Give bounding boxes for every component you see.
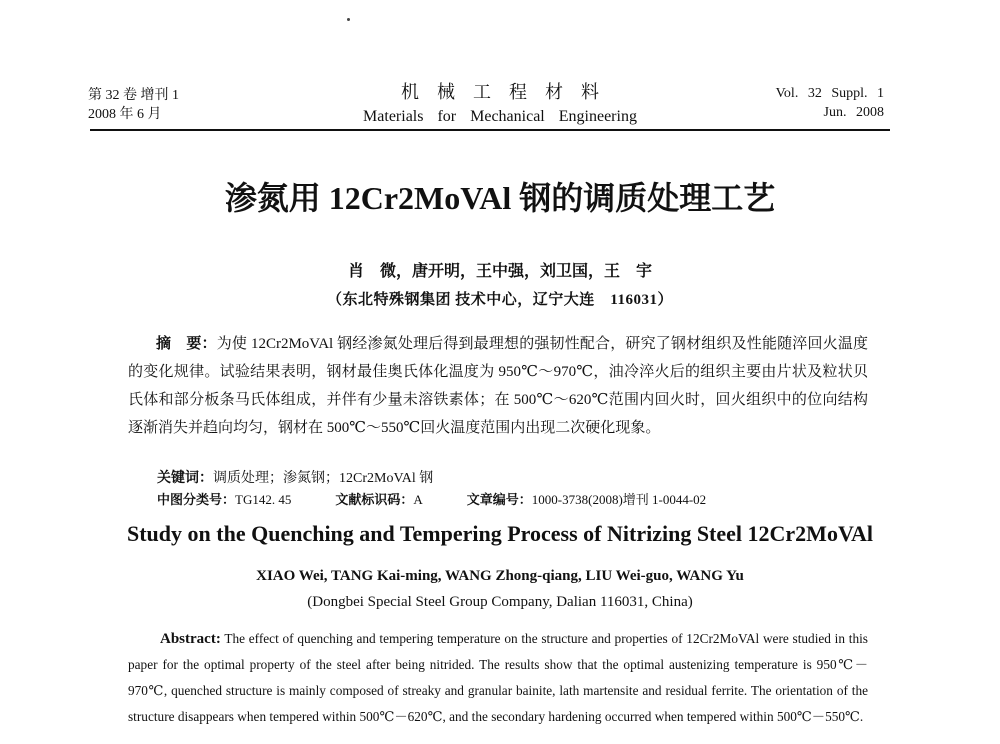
classification-line: [157, 489, 706, 508]
journal-title-en: Materials for Mechanical Engineering: [363, 108, 637, 125]
abstract-en: [128, 626, 868, 730]
header-right: [744, 84, 884, 122]
doc-code-label: 文献标识码：: [335, 492, 414, 507]
abstract-cn: [128, 330, 868, 442]
doc-code-value: A: [413, 492, 423, 507]
publish-date: 2008 年 6 月: [88, 107, 162, 122]
article-number-value: 1000-3738(2008)增刊 1-0044-02: [531, 492, 707, 507]
clc-value: TG142. 45: [235, 492, 292, 507]
keywords-cn: [157, 467, 433, 487]
clc-group: [157, 489, 291, 508]
clc-label: 中图分类号：: [157, 492, 236, 507]
paper-title-cn: 渗氮用 12Cr2MoVAl 钢的调质处理工艺: [224, 180, 776, 216]
doc-code-group: [335, 489, 422, 508]
authors-cn: 肖 微，唐开明，王中强，刘卫国，王 宇: [347, 263, 652, 280]
abstract-en-label: Abstract:: [160, 631, 221, 647]
volume-en: Vol. 32 Suppl. 1: [775, 86, 884, 101]
article-number-group: [467, 492, 706, 507]
affiliation-en: (Dongbei Special Steel Group Company, Dalian 116031, China): [307, 594, 693, 610]
abstract-cn-label: 摘 要：: [156, 336, 217, 352]
header-rule: [90, 129, 890, 131]
paper-title-en: Study on the Quenching and Tempering Process of Nitrizing Steel 12Cr2MoVAl: [127, 521, 873, 546]
keywords-cn-label: 关键词：: [157, 471, 213, 486]
keywords-cn-text: 调质处理；渗氮钢；12Cr2MoVAl 钢: [213, 471, 434, 486]
article-number-label: 文章编号：: [466, 492, 532, 507]
date-en: Jun. 2008: [823, 105, 884, 120]
scan-dot: [347, 18, 350, 21]
abstract-en-text: The effect of quenching and tempering temperature on the structure and properties of 12Cr2MoVAl were studied in this paper for the optimal property of the steel after being nitrided. The results show that the optimal austenizing temperature is 950℃－970℃, quenched structure is mainly composed of streaky and granular bainite, lath martensite and residual ferrite. The orientation of the structure disappears when tempered within 500℃－620℃, and the secondary hardening occurred when tempered within 500℃－550℃.: [128, 631, 868, 724]
volume-issue: 第 32 卷 增刊 1: [88, 88, 179, 103]
abstract-cn-text: 为使 12Cr2MoVAl 钢经渗氮处理后得到最理想的强韧性配合，研究了钢材组织及性能随淬回火温度的变化规律。试验结果表明，钢材最佳奥氏体化温度为 950℃～970℃，油冷淬火后的组织主要由片状及粒状贝氏体和部分板条马氏体组成，并伴有少量未溶铁素体；在 500℃～620℃范围内回火时，回火组织中的位向结构逐渐消失并趋向均匀，钢材在 500℃～550℃回火温度范围内出现二次硬化现象。: [128, 336, 868, 436]
authors-en: XIAO Wei, TANG Kai-ming, WANG Zhong-qiang, LIU Wei-guo, WANG Yu: [256, 568, 744, 584]
affiliation-cn: （东北特殊钢集团 技术中心，辽宁大连 116031）: [327, 292, 673, 308]
journal-title-cn: 机械工程材料: [401, 82, 617, 102]
